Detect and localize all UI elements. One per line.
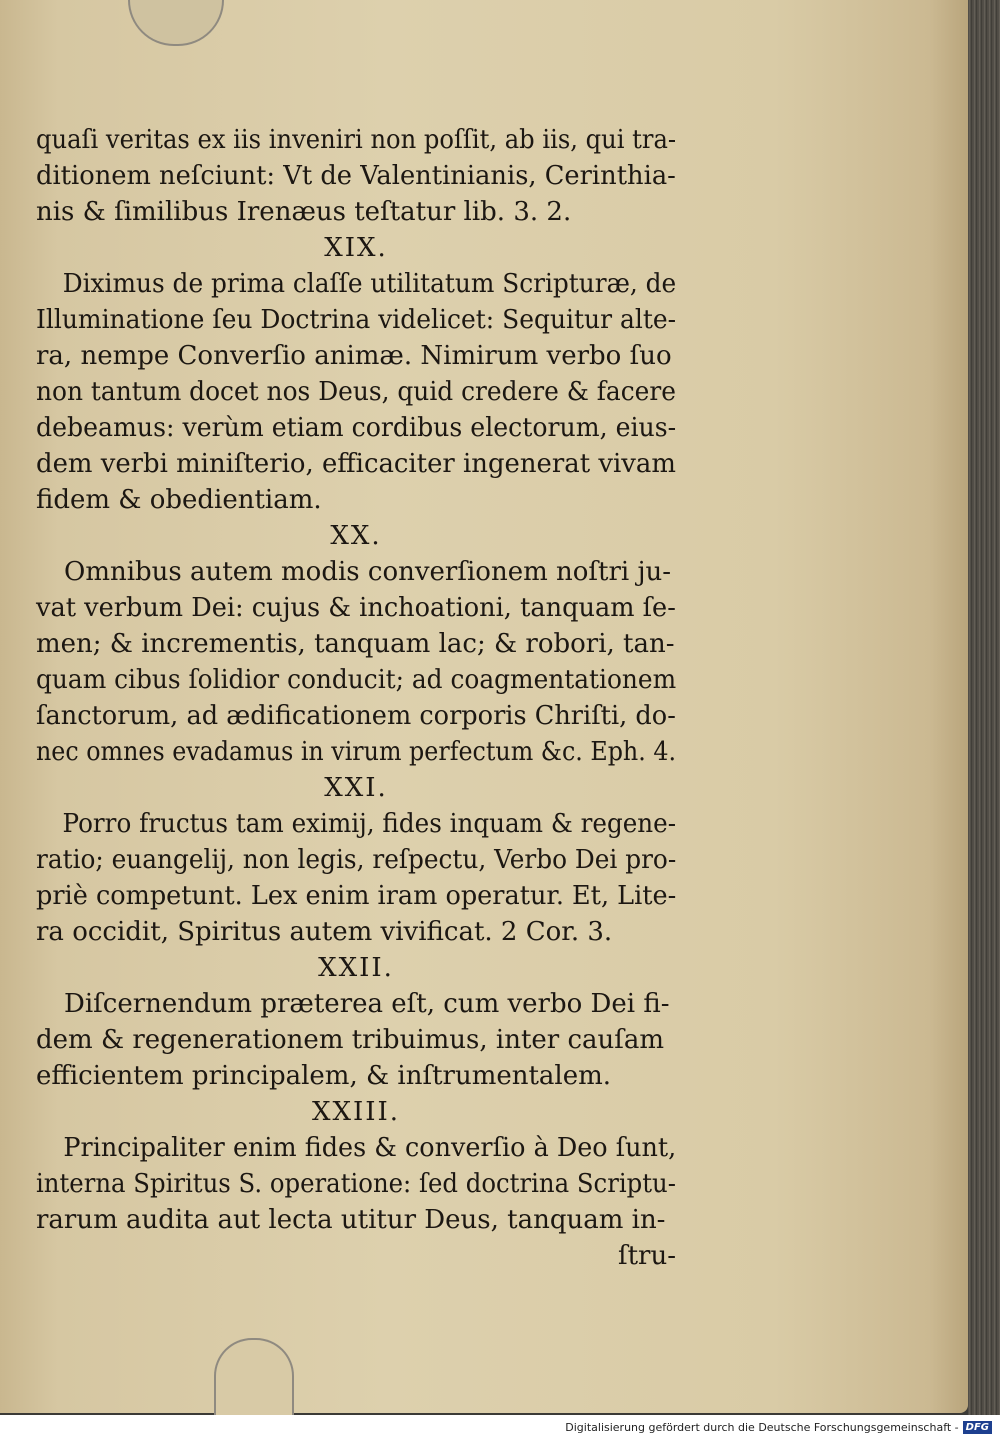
text-line: fidem & obedientiam.	[36, 485, 322, 515]
text-line: ratio; euangelij, non legis, reſpectu, Verbo Dei pro-	[36, 845, 677, 875]
section-heading: XXII.	[318, 953, 394, 983]
clip-bottom-shape	[214, 1338, 294, 1415]
text-line: vat verbum Dei: cujus & inchoationi, tanquam ſe-	[36, 593, 676, 623]
text-line: men; & incrementis, tanquam lac; & robori, tan-	[36, 629, 675, 659]
paragraph-first-line: Principaliter enim fides & converſio à Deo ſunt,	[63, 1133, 677, 1163]
dfg-logo: DFG	[963, 1421, 992, 1434]
book-page-edges	[968, 0, 1000, 1415]
section-heading: XX.	[330, 521, 382, 551]
text-line: non tantum docet nos Deus, quid credere & facere	[36, 377, 676, 407]
digitization-footer	[565, 1418, 992, 1436]
text-line: ditionem neſciunt: Vt de Valentinianis, Cerinthia-	[36, 161, 676, 191]
printed-text-block	[36, 122, 676, 1274]
text-line: ra, nempe Converſio animæ. Nimirum verbo ſuo	[36, 341, 672, 371]
section-heading: XXI.	[324, 773, 388, 803]
text-line: quaſi veritas ex iis inveniri non poſſit, ab iis, qui tra-	[36, 125, 677, 155]
paragraph-first-line: Omnibus autem modis converſionem noſtri ju-	[64, 557, 672, 587]
text-line: ra occidit, Spiritus autem vivificat. 2 Cor. 3.	[36, 917, 613, 947]
text-line: nis & ſimilibus Irenæus teſtatur lib. 3. 2.	[36, 197, 572, 227]
text-line: ſanctorum, ad ædificationem corporis Chriſti, do-	[36, 701, 676, 731]
section-heading: XIX.	[324, 233, 388, 263]
text-line: Illuminatione ſeu Doctrina videlicet: Sequitur alte-	[36, 305, 677, 335]
text-line: quam cibus ſolidior conducit; ad coagmentationem	[36, 665, 677, 695]
section-heading: XXIII.	[311, 1097, 401, 1127]
text-line: interna Spiritus S. operatione: ſed doctrina Scriptu-	[36, 1169, 676, 1199]
text-line: dem verbi miniſterio, efficaciter ingenerat vivam	[36, 449, 676, 479]
text-line: efficientem principalem, & inſtrumentalem.	[36, 1061, 612, 1091]
text-line: priè competunt. Lex enim iram operatur. Et, Lite-	[36, 881, 677, 911]
text-line: dem & regenerationem tribuimus, inter cauſam	[36, 1025, 665, 1055]
paragraph-first-line: Porro fructus tam eximij, fides inquam & regene-	[62, 809, 677, 839]
catchword: ſtru-	[617, 1241, 676, 1271]
paragraph-first-line: Diſcernendum præterea eſt, cum verbo Dei fi-	[64, 989, 670, 1019]
funding-credit: Digitalisierung gefördert durch die Deutsche Forschungsgemeinschaft -	[565, 1420, 959, 1434]
text-line: rarum audita aut lecta utitur Deus, tanquam in-	[36, 1205, 666, 1235]
text-line: debeamus: verùm etiam cordibus electorum, eius-	[36, 413, 677, 443]
paragraph-first-line: Diximus de prima claſſe utilitatum Scripturæ, de	[62, 269, 677, 299]
text-line: nec omnes evadamus in virum perfectum &c. Eph. 4.	[36, 737, 677, 767]
